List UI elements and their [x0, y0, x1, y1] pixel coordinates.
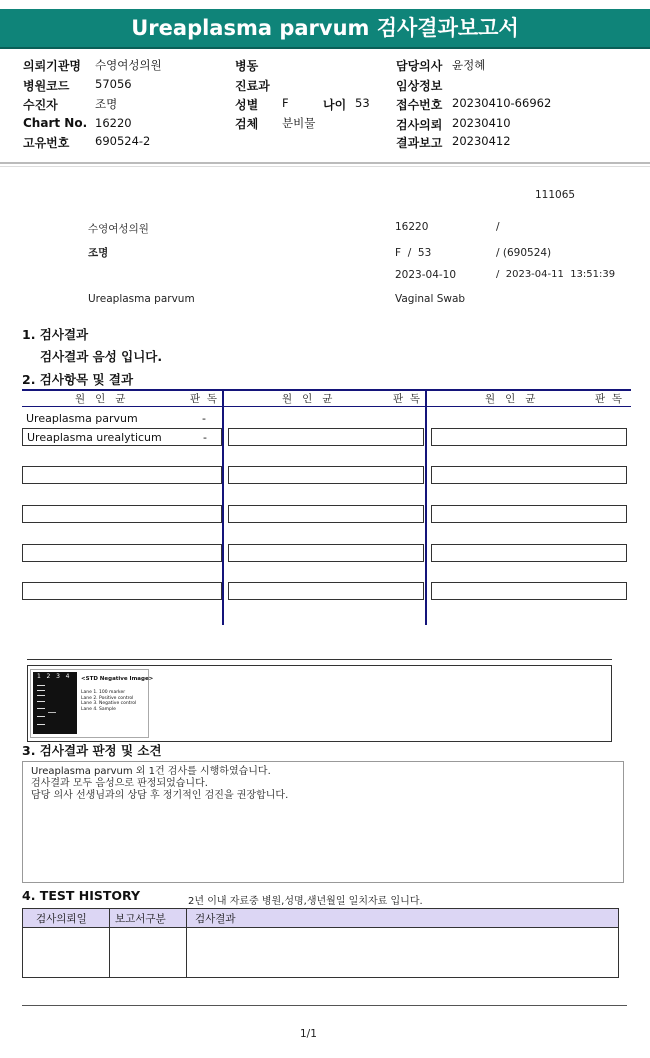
- value-institution: 수영여성의원: [95, 58, 162, 72]
- label-specimen: 검체: [235, 117, 259, 131]
- gel-legend-item: Lane 2. Positive control: [81, 695, 134, 701]
- info-slash: /: [496, 221, 500, 233]
- info-received: 2023-04-10: [395, 269, 457, 281]
- result-cell: [228, 505, 424, 523]
- value-sex: F: [282, 96, 289, 110]
- section1-result: 검사결과 음성 입니다.: [40, 349, 163, 364]
- label-doctor: 담당의사: [396, 59, 443, 73]
- organism-result: -: [202, 412, 206, 425]
- gel-image-frame: [27, 665, 612, 742]
- info-test: Ureaplasma parvum: [88, 293, 195, 305]
- label-sex: 성별: [235, 98, 259, 112]
- col-organism-3: 원 인 균: [485, 393, 536, 405]
- history-header: [23, 909, 618, 928]
- history-col-report-type: 보고서구분: [115, 913, 166, 925]
- opinion-text: [31, 766, 288, 802]
- footer-rule: [22, 1005, 627, 1006]
- result-cell: [431, 505, 627, 523]
- report-title: Ureaplasma parvum 검사결과보고서: [131, 16, 519, 40]
- gel-top-rule: [27, 659, 612, 660]
- label-department: 진료과: [235, 79, 270, 93]
- result-cell: [431, 466, 627, 484]
- organism-result: -: [203, 431, 207, 444]
- gel-legend-item: Lane 1. 100 marker: [81, 690, 126, 695]
- info-name: 조명: [88, 247, 109, 259]
- info-reported: / 2023-04-11 13:51:39: [496, 269, 616, 280]
- opinion-box: [22, 761, 624, 883]
- col-judge-2: 판 독: [393, 393, 420, 405]
- result-cell: [431, 544, 627, 562]
- value-receipt-no: 20230410-66962: [452, 96, 552, 110]
- section1-heading: 1. 검사결과: [22, 327, 89, 342]
- result-cell: [22, 544, 222, 562]
- gel-legend: [81, 690, 136, 712]
- info-code: 111065: [535, 189, 576, 201]
- value-request-date: 20230410: [452, 116, 511, 130]
- opinion-line: 검사결과 모두 음성으로 판정되었습니다.: [31, 778, 208, 789]
- label-request-date: 검사의뢰: [396, 118, 443, 132]
- result-cell: [228, 582, 424, 600]
- label-report-date: 결과보고: [396, 136, 443, 150]
- history-note: 2년 이내 자료중 병원,성명,생년월일 일치자료 입니다.: [188, 896, 423, 907]
- gel-electrophoresis: [33, 672, 77, 734]
- value-hospital-code: 57056: [95, 77, 132, 91]
- table-header-rule: [22, 406, 631, 407]
- col-organism-2: 원 인 균: [282, 393, 333, 405]
- history-divider-2: [186, 909, 187, 977]
- value-unique-no: 690524-2: [95, 134, 151, 148]
- result-cell: [22, 428, 222, 446]
- col-judge-3: 판 독: [595, 393, 622, 405]
- label-hospital-code: 병원코드: [23, 79, 70, 93]
- result-cell: [228, 544, 424, 562]
- info-clinic: 수영여성의원: [88, 223, 149, 235]
- result-cell: [22, 505, 222, 523]
- col-judge-1: 판 독: [190, 393, 217, 405]
- gel-image: [30, 669, 154, 738]
- gel-title: <STD Negative Image>: [81, 676, 154, 682]
- gel-lane-numbers: 1 2 3 4: [37, 673, 70, 680]
- result-cell: [228, 428, 424, 446]
- section3-heading: 3. 검사결과 판정 및 소견: [22, 743, 162, 758]
- gel-legend-item: Lane 4. Sample: [81, 706, 116, 712]
- history-col-result: 검사결과: [195, 913, 236, 925]
- label-institution: 의뢰기관명: [23, 59, 81, 73]
- opinion-line: 담당 의사 선생님과의 상담 후 정기적인 검진을 권장합니다.: [31, 790, 289, 801]
- history-table: [22, 908, 619, 978]
- info-chart: 16220: [395, 221, 429, 233]
- history-divider-1: [109, 909, 110, 977]
- value-specimen: 분비물: [282, 116, 316, 130]
- info-id: / (690524): [496, 247, 552, 259]
- result-cell: [431, 582, 627, 600]
- label-unique-no: 고유번호: [23, 136, 70, 150]
- organism-name: Ureaplasma urealyticum: [27, 431, 162, 444]
- value-patient: 조명: [95, 97, 118, 111]
- header-divider: [0, 162, 650, 164]
- header-divider-thin: [0, 166, 650, 167]
- label-chart-no: Chart No.: [23, 116, 88, 130]
- section2-heading: 2. 검사항목 및 결과: [22, 372, 134, 387]
- result-cell: [228, 466, 424, 484]
- info-specimen: Vaginal Swab: [395, 293, 466, 305]
- gel-legend-item: Lane 3. Negative control: [81, 701, 137, 706]
- organism-name: Ureaplasma parvum: [26, 412, 138, 425]
- history-col-request-date: 검사의뢰일: [36, 913, 87, 925]
- result-cell: [431, 428, 627, 446]
- value-report-date: 20230412: [452, 134, 511, 148]
- col-organism-1: 원 인 균: [75, 393, 126, 405]
- label-clinical-info: 임상정보: [396, 79, 443, 93]
- section4-heading: 4. TEST HISTORY: [22, 888, 141, 903]
- label-ward: 병동: [235, 59, 259, 73]
- label-patient: 수진자: [23, 98, 58, 112]
- value-age: 53: [355, 96, 370, 110]
- table-divider-2: [425, 389, 427, 625]
- result-cell: [22, 582, 222, 600]
- value-chart-no: 16220: [95, 116, 132, 130]
- opinion-line: Ureaplasma parvum 외 1건 검사를 시행하였습니다.: [31, 766, 271, 777]
- page-number: 1/1: [300, 1028, 317, 1040]
- label-receipt-no: 접수번호: [396, 98, 443, 112]
- title-bar: [0, 9, 650, 49]
- table-divider-1: [222, 389, 224, 625]
- info-sex-age: F / 53: [395, 247, 432, 259]
- result-cell: [22, 466, 222, 484]
- label-age: 나이: [323, 98, 347, 112]
- value-doctor: 윤정혜: [452, 58, 486, 72]
